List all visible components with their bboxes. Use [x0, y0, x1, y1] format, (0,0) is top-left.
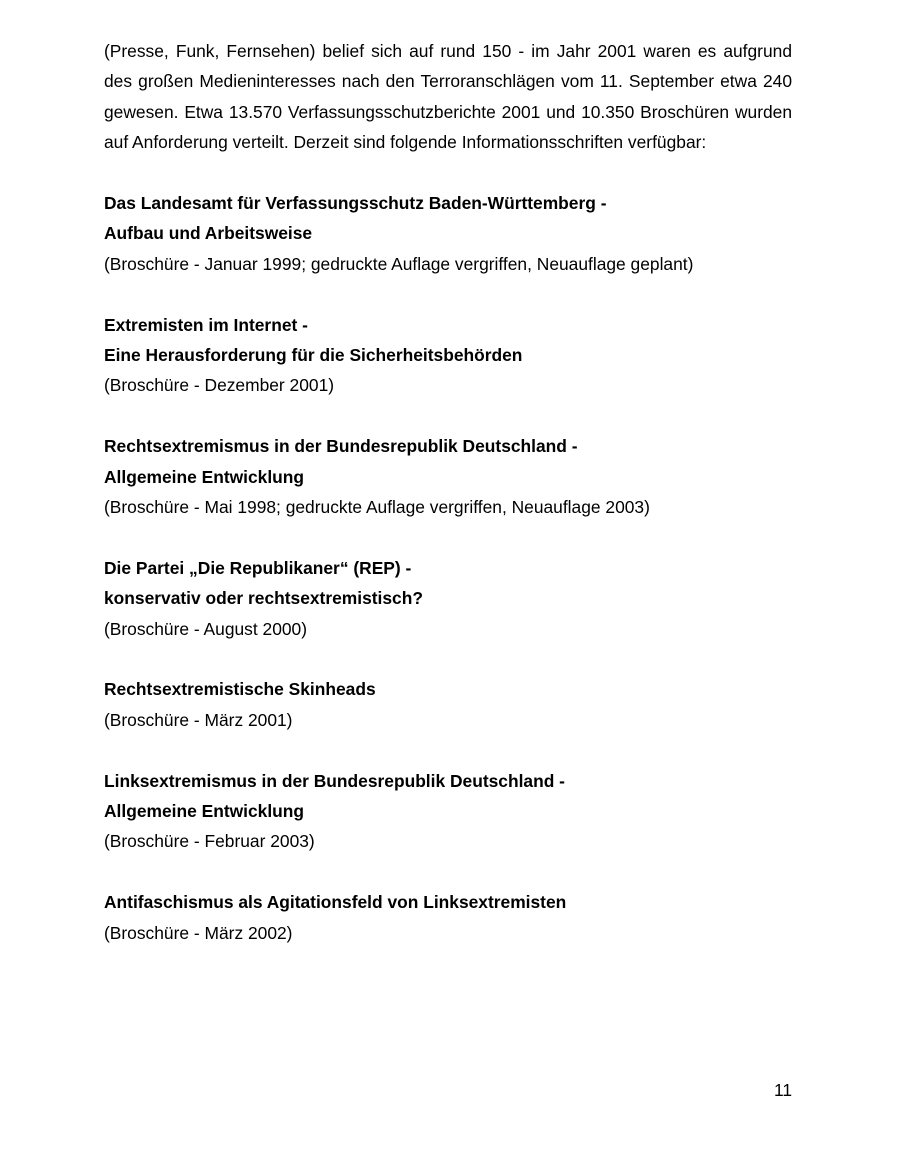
publication-title: Antifaschismus als Agitationsfeld von Linksextremisten	[104, 892, 567, 913]
publication-note: (Broschüre - Februar 2003)	[104, 831, 315, 852]
publication-note: (Broschüre - August 2000)	[104, 618, 307, 639]
publication-subtitle: Eine Herausforderung für die Sicherheitsbehörden	[104, 345, 523, 366]
publication-subtitle: Aufbau und Arbeitsweise	[104, 223, 313, 244]
publication-list	[104, 188, 792, 948]
publication-entry	[104, 553, 792, 644]
publication-subtitle: konservativ oder rechtsextremistisch?	[104, 588, 423, 609]
publication-note: (Broschüre - Mai 1998; gedruckte Auflage vergriffen, Neuauflage 2003)	[104, 497, 650, 518]
publication-entry	[104, 431, 792, 522]
publication-subtitle: Allgemeine Entwicklung	[104, 466, 305, 487]
publication-title: Linksextremismus in der Bundesrepublik Deutschland -	[104, 770, 565, 791]
publication-entry	[104, 310, 792, 401]
publication-entry	[104, 766, 792, 857]
publication-entry	[104, 674, 792, 735]
publication-title: Die Partei „Die Republikaner“ (REP) -	[104, 557, 412, 578]
publication-note: (Broschüre - März 2002)	[104, 922, 293, 943]
publication-title: Rechtsextremistische Skinheads	[104, 679, 376, 700]
document-page	[104, 36, 792, 978]
intro-paragraph: (Presse, Funk, Fernsehen) belief sich auf rund 150 - im Jahr 2001 waren es aufgrund des großen Medieninteresses nach den Terroranschlägen vom 11. September etwa 240 gewesen. Etwa 13.570 Verfassungsschutzberichte 2001 und 10.350 Broschüren wurden auf Anforderung verteilt. Derzeit sind folgende Informationsschriften verfügbar:	[104, 41, 792, 153]
publication-note: (Broschüre - Dezember 2001)	[104, 375, 335, 396]
publication-entry	[104, 188, 792, 279]
publication-entry	[104, 887, 792, 948]
publication-note: (Broschüre - Januar 1999; gedruckte Auflage vergriffen, Neuauflage geplant)	[104, 253, 694, 274]
publication-title: Das Landesamt für Verfassungsschutz Baden-Württemberg -	[104, 193, 607, 214]
publication-title: Rechtsextremismus in der Bundesrepublik Deutschland -	[104, 436, 578, 457]
publication-subtitle: Allgemeine Entwicklung	[104, 801, 305, 822]
page-number: 11	[773, 1080, 792, 1100]
publication-note: (Broschüre - März 2001)	[104, 709, 293, 730]
publication-title: Extremisten im Internet -	[104, 314, 308, 335]
